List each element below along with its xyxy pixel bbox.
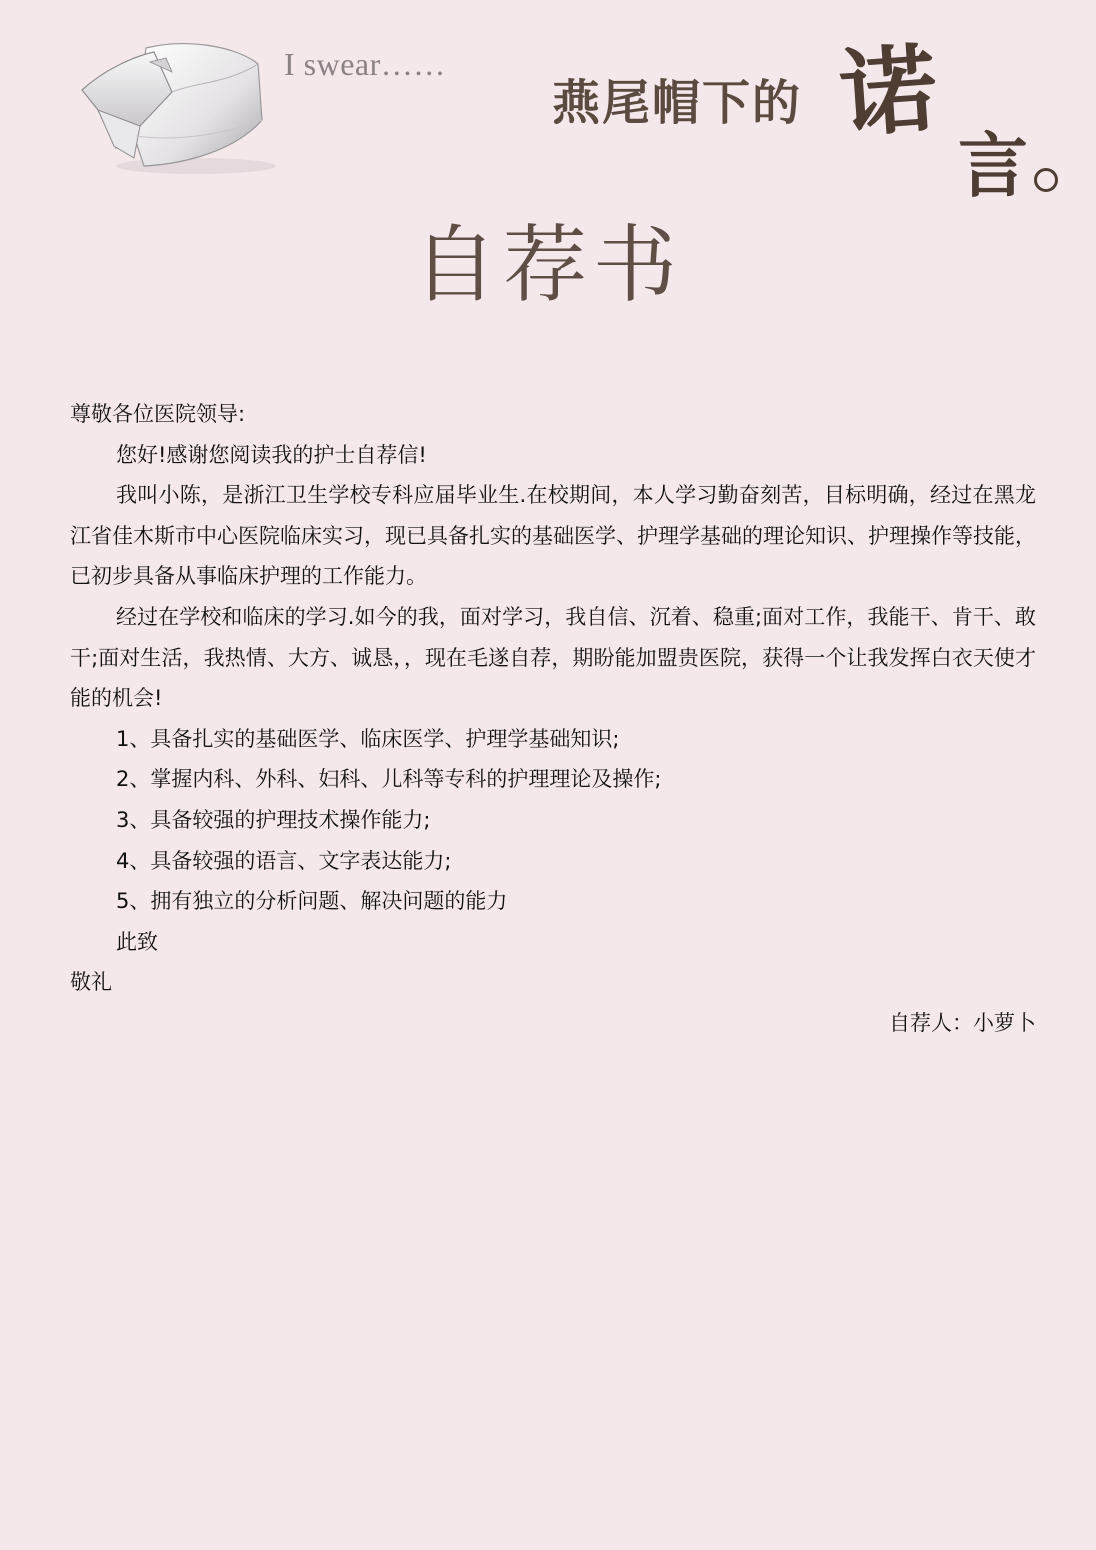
list-item: 2、掌握内科、外科、妇科、儿科等专科的护理理论及操作; bbox=[116, 767, 662, 792]
greeting: 您好!感谢您阅读我的护士自荐信! bbox=[116, 442, 427, 467]
closing-salute: 敬礼 bbox=[70, 970, 112, 995]
list-item: 5、拥有独立的分析问题、解决问题的能力 bbox=[116, 889, 508, 914]
motto-big-char-1: 诺 bbox=[836, 31, 941, 152]
motto-period-mark bbox=[1034, 168, 1058, 192]
nurse-cap-illustration bbox=[76, 38, 286, 178]
paragraph-introduction: 我叫小陈，是浙江卫生学校专科应届毕业生.在校期间，本人学习勤奋刻苦，目标明确，经过在黑龙江省佳木斯市中心医院临床实习，现已具备扎实的基础医学、护理学基础的理论知识、护理操作等技能，已初步具备从事临床护理的工作能力。 bbox=[70, 483, 1036, 589]
closing-line: 此致 bbox=[116, 929, 158, 954]
paragraph-self-assessment: 经过在学校和临床的学习.如今的我，面对学习，我自信、沉着、稳重;面对工作，我能干、肯干、敢干;面对生活，我热情、大方、诚恳，，现在毛遂自荐，期盼能加盟贵医院，获得一个让我发挥白衣天使才能的机会! bbox=[70, 604, 1036, 711]
letter-body bbox=[70, 394, 1036, 1044]
swear-text: I swear…… bbox=[284, 46, 446, 82]
signature: 自荐人：小萝卜 bbox=[889, 1010, 1036, 1035]
page-header bbox=[0, 0, 1096, 207]
list-item: 4、具备较强的语言、文字表达能力; bbox=[116, 848, 452, 873]
list-item: 1、具备扎实的基础医学、临床医学、护理学基础知识; bbox=[116, 726, 620, 751]
salutation: 尊敬各位医院领导: bbox=[70, 402, 246, 426]
list-item: 3、具备较强的护理技术操作能力; bbox=[116, 807, 431, 832]
document-title: 自荐书 bbox=[412, 216, 683, 314]
motto-text: 燕尾帽下的 bbox=[552, 75, 803, 131]
motto-big-char-2: 言 bbox=[958, 124, 1028, 207]
